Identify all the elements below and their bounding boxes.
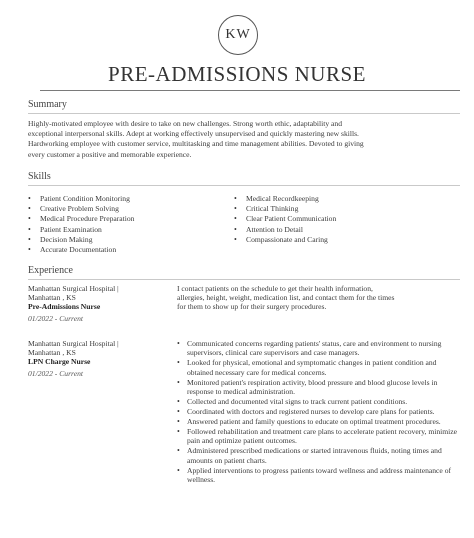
skill-item: • Attention to Detail — [234, 225, 336, 235]
summary-line: Hardworking employee with customer service, multitasking and time management abilities. Devoted to giving — [28, 139, 364, 149]
duty-item: • Followed rehabilitation and treatment care plans to accelerate patient recovery, minimize pain and optimize patient outcomes. — [177, 427, 460, 445]
skills-divider — [28, 185, 460, 186]
job-entry-1 — [28, 284, 119, 323]
description-line: for them to show up for their surgery procedures. — [177, 302, 327, 312]
job-2-duties — [177, 339, 460, 485]
duty-item: • Monitored patient's respiration activity, blood pressure and blood glucose levels in response to medical administration. — [177, 378, 460, 396]
job-company: Manhattan Surgical Hospital | — [28, 339, 119, 348]
duty-item: • Looked for physical, emotional and symptomatic changes in patient condition and obtained necessary care for medical concerns. — [177, 358, 460, 376]
skill-item: • Decision Making — [28, 235, 134, 245]
job-location: Manhattan , KS — [28, 348, 76, 358]
summary-paragraph — [28, 119, 468, 160]
skills-heading: Skills — [28, 171, 51, 182]
job-dates: 01/2022 - Current — [28, 368, 83, 378]
skill-item: • Creative Problem Solving — [28, 204, 134, 214]
duty-item: • Coordinated with doctors and registered nurses to develop care plans for patients. — [177, 407, 460, 416]
description-line: I contact patients on the schedule to get their health information, — [177, 284, 373, 293]
summary-line: exceptional interpersonal skills. Adept at working effectively unsupervised and quickly mastering new skills. — [28, 129, 359, 139]
summary-heading: Summary — [28, 99, 67, 110]
skill-item: • Clear Patient Communication — [234, 214, 336, 224]
job-position: LPN Charge Nurse — [28, 357, 91, 367]
skills-list-right — [234, 194, 336, 245]
skill-item: • Compassionate and Caring — [234, 235, 336, 245]
skill-item: • Accurate Documentation — [28, 245, 134, 255]
job-dates: 01/2022 - Current — [28, 313, 83, 323]
monogram-badge — [218, 15, 258, 55]
duty-item: • Administered prescribed medications or started intravenous fluids, noting times and amounts on patient charts. — [177, 446, 460, 464]
duty-item: • Applied interventions to progress patients toward wellness and address maintenance of wellness. — [177, 466, 460, 484]
duty-item: • Answered patient and family questions to educate on optimal treatment procedures. — [177, 417, 460, 426]
skill-item: • Medical Procedure Preparation — [28, 214, 134, 224]
skill-item: • Patient Condition Monitoring — [28, 194, 134, 204]
skill-item: • Critical Thinking — [234, 204, 336, 214]
job-position: Pre-Admissions Nurse — [28, 302, 101, 312]
duty-item: • Communicated concerns regarding patients' status, care and environment to nursing supervisors, clinical care supervisors and case managers. — [177, 339, 460, 357]
job-1-description — [177, 284, 467, 312]
summary-divider — [28, 113, 460, 114]
skills-list-left — [28, 194, 134, 255]
experience-divider — [28, 279, 460, 280]
monogram-initials: KW — [225, 27, 251, 42]
job-entry-2 — [28, 339, 119, 378]
title-divider — [40, 90, 460, 91]
description-line: allergies, height, weight, medication list, and contact them for the times — [177, 293, 395, 303]
skill-item: • Medical Recordkeeping — [234, 194, 336, 204]
summary-line: every customer a positive and memorable experience. — [28, 149, 192, 159]
summary-line: Highly-motivated employee with desire to take on new challenges. Strong worth ethic, adaptability and — [28, 119, 343, 128]
resume-title: PRE-ADMISSIONS NURSE — [108, 62, 366, 86]
skill-item: • Patient Examination — [28, 225, 134, 235]
job-company: Manhattan Surgical Hospital | — [28, 284, 119, 293]
job-location: Manhattan , KS — [28, 293, 76, 303]
experience-heading: Experience — [28, 265, 73, 276]
duty-item: • Collected and documented vital signs to track current patient conditions. — [177, 397, 460, 406]
